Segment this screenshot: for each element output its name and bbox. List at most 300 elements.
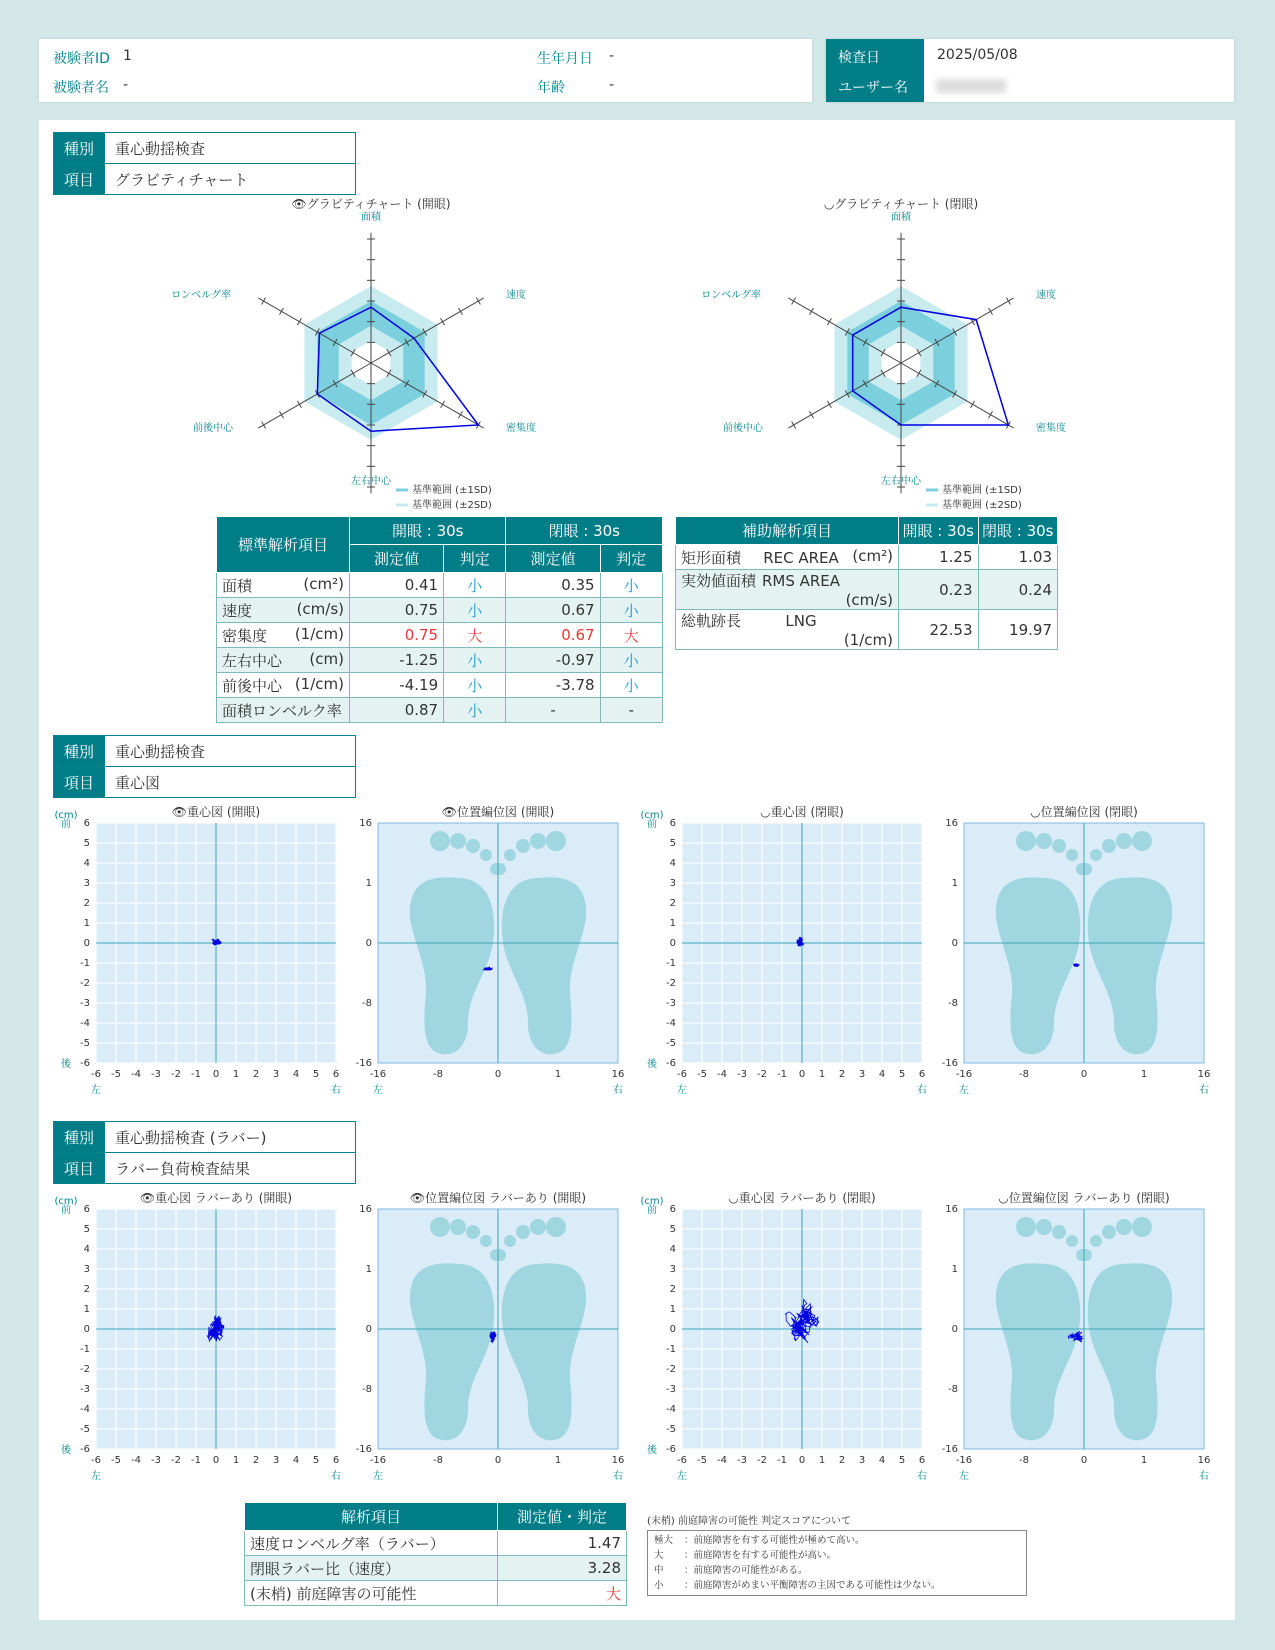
std-closed-judge-head: 判定: [600, 545, 662, 573]
right-label: 右: [613, 1085, 623, 1096]
foot-toe: [1090, 849, 1102, 861]
section-item-label: 項目: [54, 767, 105, 798]
front-label: 前: [61, 1205, 71, 1216]
foot-toe: [516, 1225, 530, 1239]
y-tick-label: -1: [666, 958, 676, 969]
std-open-judge: 大: [444, 623, 506, 648]
x-tick-label: 6: [332, 1069, 340, 1080]
y-tick-label: 6: [669, 1204, 676, 1215]
x-tick-label: 2: [252, 1069, 260, 1080]
radar-tick: [280, 308, 284, 315]
std-closed-value: 0.67: [506, 623, 600, 648]
foot-toe: [430, 1217, 450, 1237]
y-tick-label: -16: [941, 1058, 958, 1069]
y-tick-label: -3: [666, 1384, 676, 1395]
std-closed-measured-head: 測定値: [506, 545, 600, 573]
plot-unit: (cm): [54, 1196, 78, 1207]
table-row: [217, 648, 663, 673]
section-item-value: グラビティチャート: [105, 164, 356, 195]
plot-unit: (cm): [54, 810, 78, 821]
aux-open-value: 22.53: [899, 610, 979, 650]
table-row: [217, 598, 663, 623]
section-item-value: ラバー負荷検査結果: [105, 1153, 356, 1184]
x-tick-label: 16: [1197, 1069, 1211, 1080]
exam-date-value: 2025/05/08: [937, 47, 1018, 63]
y-tick-label: -6: [80, 1058, 90, 1069]
exam-date-label: 検査日: [838, 50, 880, 66]
front-label: 前: [647, 819, 657, 830]
left-label: 左: [959, 1471, 969, 1482]
foot-toe: [1016, 1217, 1036, 1237]
x-tick-label: -5: [111, 1069, 121, 1080]
std-item-unit: (cm/s): [296, 599, 344, 618]
foot-toe: [1102, 1225, 1116, 1239]
std-closed-judge: 小: [600, 573, 662, 598]
y-tick-label: 16: [945, 1204, 958, 1215]
std-item-unit: (cm): [309, 649, 344, 668]
table-row: [217, 698, 663, 723]
x-tick-label: 0: [1080, 1455, 1088, 1466]
y-tick-label: 4: [669, 858, 676, 869]
x-tick-label: 1: [1140, 1069, 1148, 1080]
y-tick-label: -5: [666, 1038, 676, 1049]
y-tick-label: -4: [80, 1018, 90, 1029]
std-item-cell: [217, 573, 350, 598]
x-tick-label: 0: [494, 1455, 502, 1466]
x-tick-label: 2: [838, 1455, 846, 1466]
std-closed-judge: 小: [600, 673, 662, 698]
radar-tick: [988, 411, 992, 418]
y-tick-label: -3: [80, 998, 90, 1009]
aux-item-unit: (cm/s): [845, 591, 893, 609]
radar-tick: [810, 308, 814, 315]
auxiliary-analysis-table: [675, 516, 1058, 650]
y-tick-label: -6: [666, 1444, 676, 1455]
x-tick-label: -8: [1019, 1069, 1029, 1080]
x-tick-label: 3: [272, 1069, 280, 1080]
y-tick-label: 6: [83, 1204, 90, 1215]
aux-item-abbr: REC AREA: [763, 548, 839, 567]
x-tick-label: 4: [292, 1455, 300, 1466]
std-item-name: 左右中心: [222, 651, 283, 670]
aux-item-abbr: LNG: [785, 612, 817, 630]
radar-axis-label: 速度: [1036, 290, 1056, 301]
radar-chart-closed-eyes: [700, 198, 1080, 513]
radar-tick: [262, 298, 266, 305]
aux-item-name: 実効値面積: [681, 572, 757, 590]
foot-toe: [480, 849, 492, 861]
right-label: 右: [917, 1085, 927, 1096]
table-row: [217, 623, 663, 648]
radar-axis-label: 前後中心: [193, 423, 233, 434]
std-open-judge: 小: [444, 598, 506, 623]
rubber-item-value: 1.47: [498, 1531, 627, 1556]
radar-tick: [827, 401, 831, 408]
std-table-closed-head: 閉眼 : 30s: [506, 517, 663, 545]
foot-toe: [1132, 1217, 1152, 1237]
aux-closed-value: 1.03: [978, 545, 1058, 570]
plot-unit: (cm): [640, 1196, 664, 1207]
x-tick-label: -4: [717, 1455, 727, 1466]
table-row: [676, 545, 1058, 570]
y-tick-label: 3: [83, 1264, 90, 1275]
user-name-label: ユーザー名: [838, 80, 908, 96]
y-tick-label: -4: [666, 1018, 676, 1029]
radar-axis-label: 前後中心: [723, 423, 763, 434]
score-note-key: 中: [654, 1565, 664, 1576]
rubber-head-item: 解析項目: [245, 1503, 498, 1531]
score-note-text: ：前庭障害がめまい平衡障害の主因である可能性は少ない。: [684, 1580, 941, 1591]
y-tick-label: -1: [80, 958, 90, 969]
section-type-value: 重心動揺検査 (ラバー): [105, 1122, 356, 1153]
y-tick-label: -16: [355, 1444, 372, 1455]
x-tick-label: -3: [737, 1069, 747, 1080]
x-tick-label: 1: [1140, 1455, 1148, 1466]
x-tick-label: -1: [777, 1069, 787, 1080]
score-note-line: [654, 1563, 1020, 1578]
std-item-name: 前後中心: [222, 676, 283, 695]
section-3-header: [53, 1121, 356, 1184]
foot-toe: [1090, 1235, 1102, 1247]
y-tick-label: 1: [365, 1264, 372, 1275]
x-tick-label: 16: [611, 1455, 625, 1466]
plot-title: ◡位置編位図 ラバーあり (閉眼): [998, 1192, 1170, 1205]
x-tick-label: -16: [369, 1455, 387, 1466]
radar-axis-label: ロンベルグ率: [171, 290, 231, 301]
x-tick-label: 6: [332, 1455, 340, 1466]
x-tick-label: 0: [212, 1069, 220, 1080]
legend-2sd-label: 基準範囲 (±2SD): [412, 500, 492, 511]
section-item-label: 項目: [54, 1153, 105, 1184]
y-tick-label: -8: [948, 1384, 958, 1395]
score-note-key: 極大: [654, 1535, 674, 1546]
radar-axis-label: 面積: [361, 212, 381, 223]
x-tick-label: -1: [191, 1455, 201, 1466]
foot-toe: [1080, 863, 1092, 875]
x-tick-label: -4: [131, 1455, 141, 1466]
y-tick-label: 1: [669, 918, 676, 929]
x-tick-label: -6: [677, 1455, 687, 1466]
aux-item-cell: [676, 610, 899, 650]
foot-toe: [1132, 831, 1152, 851]
radar-tick: [971, 401, 975, 408]
std-item-cell: [217, 698, 350, 723]
std-open-value: 0.75: [350, 623, 444, 648]
left-label: 左: [373, 1085, 383, 1096]
radar-tick: [792, 422, 796, 429]
back-label: 後: [61, 1059, 71, 1070]
rubber-item-name: 速度ロンベルグ率（ラバー）: [245, 1531, 498, 1556]
subject-name-label: 被験者名: [53, 80, 109, 96]
score-note-key: 大: [654, 1550, 664, 1561]
std-closed-value: -3.78: [506, 673, 600, 698]
aux-table-open-head: 開眼 : 30s: [899, 517, 979, 545]
radar-axis-label: 面積: [891, 212, 911, 223]
x-tick-label: -5: [111, 1455, 121, 1466]
position-plot-open: [352, 806, 632, 1110]
std-item-cell: [217, 623, 350, 648]
std-item-unit: (1/cm): [294, 624, 344, 643]
legend-1sd-label: 基準範囲 (±1SD): [942, 485, 1022, 496]
score-note-title: (末梢) 前庭障害の可能性 判定スコアについて: [647, 1516, 851, 1527]
section-item-label: 項目: [54, 164, 105, 195]
left-label: 左: [677, 1471, 687, 1482]
y-tick-label: 16: [359, 818, 372, 829]
radar-title: 👁グラビティチャート (開眼): [291, 198, 451, 211]
y-tick-label: -6: [80, 1444, 90, 1455]
score-note-text: ：前庭障害を有する可能性が極めて高い。: [684, 1535, 865, 1546]
y-tick-label: 5: [83, 1224, 90, 1235]
std-item-name: 面積: [222, 576, 253, 595]
std-closed-judge: 大: [600, 623, 662, 648]
std-open-judge: 小: [444, 673, 506, 698]
front-label: 前: [647, 1205, 657, 1216]
radar-axis-label: 密集度: [1036, 423, 1066, 434]
x-tick-label: 2: [252, 1455, 260, 1466]
std-open-judge: 小: [444, 573, 506, 598]
radar-axis-label: 左右中心: [351, 476, 391, 487]
y-tick-label: -2: [80, 1364, 90, 1375]
table-row: [245, 1556, 627, 1581]
std-item-name: 密集度: [222, 626, 268, 645]
position-plot-rubber-closed: [938, 1192, 1218, 1496]
y-tick-label: -2: [80, 978, 90, 989]
x-tick-label: -3: [151, 1069, 161, 1080]
radar-chart-open-eyes: [170, 198, 550, 513]
y-tick-label: -4: [666, 1404, 676, 1415]
y-tick-label: 1: [951, 1264, 958, 1275]
foot-toe: [450, 833, 466, 849]
std-open-judge-head: 判定: [444, 545, 506, 573]
rubber-head-value: 測定値・判定: [498, 1503, 627, 1531]
position-plot-rubber-open: [352, 1192, 632, 1496]
x-tick-label: 1: [554, 1455, 562, 1466]
y-tick-label: -3: [666, 998, 676, 1009]
score-note-box: [647, 1530, 1027, 1596]
back-label: 後: [647, 1059, 657, 1070]
x-tick-label: 1: [818, 1455, 826, 1466]
y-tick-label: -16: [355, 1058, 372, 1069]
y-tick-label: 1: [951, 878, 958, 889]
x-tick-label: 1: [232, 1455, 240, 1466]
std-open-value: -4.19: [350, 673, 444, 698]
y-tick-label: 5: [83, 838, 90, 849]
foot-toe: [546, 831, 566, 851]
std-closed-judge: -: [600, 698, 662, 723]
std-open-value: 0.41: [350, 573, 444, 598]
std-closed-judge: 小: [600, 598, 662, 623]
std-open-measured-head: 測定値: [350, 545, 444, 573]
x-tick-label: -16: [955, 1069, 973, 1080]
radar-tick: [476, 298, 480, 305]
score-note-text: ：前庭障害の可能性がある。: [684, 1565, 808, 1576]
y-tick-label: 2: [83, 1284, 90, 1295]
radar-axis-label: 左右中心: [881, 476, 921, 487]
radar-tick: [458, 308, 462, 315]
foot-toe: [504, 849, 516, 861]
table-row: [676, 610, 1058, 650]
x-tick-label: -6: [677, 1069, 687, 1080]
x-tick-label: 4: [292, 1069, 300, 1080]
std-open-value: 0.87: [350, 698, 444, 723]
foot-toe: [466, 839, 480, 853]
position-plot-closed: [938, 806, 1218, 1110]
right-label: 右: [613, 1471, 623, 1482]
y-tick-label: 16: [359, 1204, 372, 1215]
x-tick-label: -16: [955, 1455, 973, 1466]
back-label: 後: [647, 1445, 657, 1456]
y-tick-label: -8: [948, 998, 958, 1009]
x-tick-label: 3: [858, 1069, 866, 1080]
section-type-label: 種別: [54, 133, 105, 164]
x-tick-label: 6: [918, 1455, 926, 1466]
radar-tick: [441, 401, 445, 408]
left-label: 左: [91, 1085, 101, 1096]
y-tick-label: -8: [362, 1384, 372, 1395]
std-item-unit: (cm²): [303, 574, 344, 593]
age-value: -: [609, 77, 615, 93]
y-tick-label: -8: [362, 998, 372, 1009]
y-tick-label: 16: [945, 818, 958, 829]
std-item-cell: [217, 598, 350, 623]
y-tick-label: 4: [83, 858, 90, 869]
x-tick-label: 4: [878, 1069, 886, 1080]
std-closed-value: 0.67: [506, 598, 600, 623]
left-label: 左: [959, 1085, 969, 1096]
aux-table-closed-head: 閉眼 : 30s: [978, 517, 1058, 545]
radar-axis-label: 速度: [506, 290, 526, 301]
x-tick-label: 0: [212, 1455, 220, 1466]
foot-toe: [1036, 833, 1052, 849]
foot-toe: [1036, 1219, 1052, 1235]
y-tick-label: -16: [941, 1444, 958, 1455]
foot-toe: [466, 1225, 480, 1239]
section-item-value: 重心図: [105, 767, 356, 798]
aux-item-abbr: RMS AREA: [761, 572, 841, 590]
std-item-name: 面積ロンベルク率: [222, 701, 342, 720]
x-tick-label: -3: [737, 1455, 747, 1466]
subject-info-panel: [39, 39, 812, 102]
aux-closed-value: 19.97: [978, 610, 1058, 650]
x-tick-label: 0: [798, 1069, 806, 1080]
radar-tick: [810, 411, 814, 418]
x-tick-label: 6: [918, 1069, 926, 1080]
aux-item-name: 矩形面積: [681, 548, 742, 567]
subject-name-value: -: [123, 77, 129, 93]
y-tick-label: 6: [83, 818, 90, 829]
foot-toe: [450, 1219, 466, 1235]
y-tick-label: -2: [666, 978, 676, 989]
table-row: [217, 573, 663, 598]
foot-toe: [480, 1235, 492, 1247]
x-tick-label: -1: [777, 1455, 787, 1466]
x-tick-label: 1: [818, 1069, 826, 1080]
y-tick-label: 0: [83, 1324, 90, 1335]
x-tick-label: 0: [1080, 1069, 1088, 1080]
x-tick-label: -2: [171, 1455, 181, 1466]
foot-toe: [516, 839, 530, 853]
rubber-item-name: 閉眼ラバー比（速度）: [245, 1556, 498, 1581]
radar-tick: [297, 318, 301, 325]
foot-toe: [1116, 833, 1132, 849]
plot-unit: (cm): [640, 810, 664, 821]
aux-item-unit: (cm²): [852, 546, 893, 565]
y-tick-label: 1: [83, 1304, 90, 1315]
foot-toe: [1052, 839, 1066, 853]
user-name-redacted: [936, 79, 1006, 93]
x-tick-label: -4: [717, 1069, 727, 1080]
aux-item-name: 総軌跡長: [681, 612, 742, 630]
cog-plot-open: [52, 806, 348, 1110]
y-tick-label: 2: [669, 898, 676, 909]
y-tick-label: 0: [951, 1324, 958, 1335]
y-tick-label: 0: [951, 938, 958, 949]
section-type-value: 重心動揺検査: [105, 736, 356, 767]
aux-open-value: 1.25: [899, 545, 979, 570]
subject-id-value: 1: [123, 48, 132, 64]
y-tick-label: 1: [365, 878, 372, 889]
x-tick-label: 0: [798, 1455, 806, 1466]
x-tick-label: 2: [838, 1069, 846, 1080]
y-tick-label: -1: [666, 1344, 676, 1355]
x-tick-label: 5: [312, 1455, 320, 1466]
foot-toe: [1066, 1235, 1078, 1247]
y-tick-label: 0: [669, 938, 676, 949]
x-tick-label: -8: [433, 1069, 443, 1080]
aux-item-cell: [676, 545, 899, 570]
y-tick-label: 4: [669, 1244, 676, 1255]
table-row: [245, 1581, 627, 1606]
score-note-text: ：前庭障害を有する可能性が高い。: [684, 1550, 837, 1561]
y-tick-label: -2: [666, 1364, 676, 1375]
cog-plot-closed: [638, 806, 934, 1110]
foot-toe: [1066, 849, 1078, 861]
rubber-item-name: (末梢) 前庭障害の可能性: [245, 1581, 498, 1606]
y-tick-label: 6: [669, 818, 676, 829]
foot-toe: [1016, 831, 1036, 851]
radar-tick: [458, 411, 462, 418]
plot-title: 👁重心図 (開眼): [171, 806, 261, 819]
radar-axis-label: ロンベルグ率: [701, 290, 761, 301]
x-tick-label: -8: [433, 1455, 443, 1466]
std-table-open-head: 開眼 : 30s: [350, 517, 506, 545]
y-tick-label: 2: [83, 898, 90, 909]
x-tick-label: 5: [898, 1455, 906, 1466]
y-tick-label: -5: [80, 1424, 90, 1435]
y-tick-label: 4: [83, 1244, 90, 1255]
std-closed-value: -0.97: [506, 648, 600, 673]
y-tick-label: -6: [666, 1058, 676, 1069]
foot-toe: [430, 831, 450, 851]
plot-title: ◡重心図 ラバーあり (閉眼): [728, 1192, 876, 1205]
table-row: [217, 673, 663, 698]
plot-title: 👁位置編位図 ラバーあり (開眼): [409, 1192, 587, 1205]
birth-value: -: [609, 48, 615, 64]
legend-1sd-label: 基準範囲 (±1SD): [412, 485, 492, 496]
std-table-head: 標準解析項目: [217, 517, 350, 573]
radar-tick: [280, 411, 284, 418]
score-note-line: [654, 1578, 1020, 1593]
y-tick-label: 1: [669, 1304, 676, 1315]
y-tick-label: 3: [669, 1264, 676, 1275]
right-label: 右: [331, 1085, 341, 1096]
subject-id-label: 被験者ID: [53, 51, 110, 67]
y-tick-label: 0: [365, 938, 372, 949]
y-tick-label: 0: [669, 1324, 676, 1335]
std-closed-value: -: [506, 698, 600, 723]
std-item-name: 速度: [222, 601, 253, 620]
section-type-label: 種別: [54, 1122, 105, 1153]
